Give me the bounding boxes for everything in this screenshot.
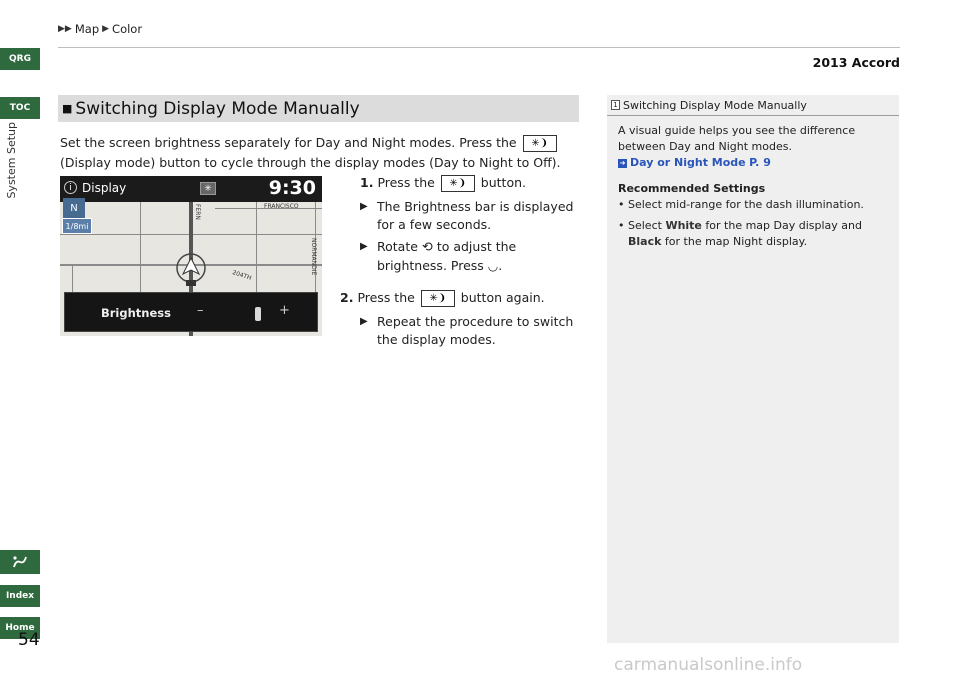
- screen-title: Display: [82, 181, 127, 195]
- street-label: FRANCISCO: [264, 203, 299, 210]
- bullet-keyword: Black: [628, 235, 662, 248]
- note-panel: [607, 95, 899, 643]
- step-2-result: [360, 313, 590, 349]
- recommended-settings-title: Recommended Settings: [618, 182, 766, 195]
- step-result-text: Repeat the procedure to switch the display modes.: [377, 314, 574, 347]
- map-scale: 1/8mi: [62, 218, 92, 234]
- step-1: [360, 175, 526, 192]
- home-tab[interactable]: Home: [0, 617, 40, 639]
- bullet-text: Select mid-range for the dash illumination.: [628, 198, 864, 211]
- breadcrumb: [58, 22, 142, 36]
- section-label-text: System Setup: [5, 122, 18, 199]
- step-number: 1.: [360, 175, 374, 190]
- brightness-slider-handle: [255, 307, 261, 321]
- note-link-page[interactable]: P. 9: [749, 156, 771, 169]
- intro-text-1: Set the screen brightness separately for Day and Night modes. Press the: [60, 135, 517, 150]
- intro-paragraph: [60, 133, 580, 173]
- link-arrow-icon: ➜: [619, 159, 626, 167]
- section-title: Switching Display Mode Manually: [75, 98, 360, 119]
- brightness-label: Brightness: [101, 306, 171, 320]
- bullet-icon: •: [618, 198, 625, 211]
- step-text: Press the: [377, 175, 435, 190]
- note-link-text[interactable]: Day or Night Mode: [630, 156, 746, 169]
- note-bullet: [618, 197, 893, 213]
- step-1-result: [360, 198, 590, 234]
- header-rule: [58, 47, 900, 48]
- bullet-text: for the map Day display and: [705, 219, 862, 232]
- note-link[interactable]: [618, 155, 893, 171]
- section-label-vertical: [5, 122, 21, 212]
- street-label: FERN: [194, 204, 201, 220]
- display-screen-image: [60, 176, 322, 336]
- index-tab[interactable]: Index: [0, 585, 40, 607]
- step-result-text: The Brightness bar is displayed for a few seconds.: [377, 199, 574, 232]
- display-mode-button-icon: ✳❩: [523, 135, 557, 152]
- qrg-tab[interactable]: QRG: [0, 48, 40, 70]
- note-text: A visual guide helps you see the difference between Day and Night modes.: [618, 124, 856, 153]
- screen-header: [60, 176, 322, 202]
- voice-command-icon: [11, 554, 29, 570]
- bullet-keyword: White: [665, 219, 702, 232]
- voice-command-tab[interactable]: [0, 550, 40, 574]
- step-1-rotate: [360, 238, 590, 275]
- period: .: [498, 258, 503, 273]
- result-arrow-icon: ▶: [360, 316, 368, 327]
- info-icon: i: [64, 181, 77, 194]
- bullet-text: Select: [628, 219, 662, 232]
- intro-text-2: (Display mode) button to cycle through the display modes (Day to Night to Off).: [60, 155, 561, 170]
- step-result-text: Rotate: [377, 239, 418, 254]
- watermark: carmanualsonline.info: [614, 655, 803, 675]
- brightness-icon: ✳: [200, 182, 216, 195]
- interface-dial-rotate-icon: ⟲: [421, 240, 433, 255]
- bullet-icon: •: [618, 219, 625, 232]
- step-text: button.: [480, 175, 526, 190]
- chevron-right-icon: ▶▶: [58, 24, 72, 34]
- step-2: [340, 290, 545, 307]
- vehicle-position-icon: [174, 252, 208, 288]
- square-bullet-icon: ■: [62, 102, 73, 115]
- note-number-icon: 1: [611, 100, 620, 110]
- note-heading: [607, 95, 899, 116]
- toc-tab[interactable]: TOC: [0, 97, 40, 119]
- section-title-bar: [58, 95, 579, 122]
- screen-clock: 9:30: [268, 177, 316, 199]
- interface-dial-press-icon: ◡: [487, 259, 499, 273]
- note-bullet: [618, 218, 893, 250]
- brightness-minus: –: [197, 303, 204, 318]
- street-label: NORMANDIE: [310, 238, 317, 276]
- model-name: 2013 Accord: [812, 55, 900, 70]
- note-heading-text: Switching Display Mode Manually: [623, 98, 807, 112]
- chevron-right-icon: ▶: [102, 24, 110, 34]
- step-result-text: to adjust the brightness. Press: [377, 239, 517, 273]
- brightness-panel: [64, 292, 318, 332]
- street-label: 204TH: [231, 269, 253, 282]
- step-text: button again.: [460, 290, 545, 305]
- north-arrow-icon: N: [63, 198, 85, 218]
- brightness-plus: +: [279, 303, 290, 318]
- display-mode-button-icon: ✳❩: [421, 290, 455, 307]
- breadcrumb-item-map[interactable]: Map: [74, 22, 100, 36]
- display-mode-button-icon: ✳❩: [441, 175, 475, 192]
- note-body: [618, 123, 893, 250]
- result-arrow-icon: ▶: [360, 201, 368, 212]
- breadcrumb-item-color[interactable]: Color: [112, 22, 143, 36]
- step-number: 2.: [340, 290, 354, 305]
- step-text: Press the: [357, 290, 415, 305]
- page-number: 54: [18, 630, 40, 650]
- result-arrow-icon: ▶: [360, 241, 368, 252]
- bullet-text: for the map Night display.: [664, 235, 808, 248]
